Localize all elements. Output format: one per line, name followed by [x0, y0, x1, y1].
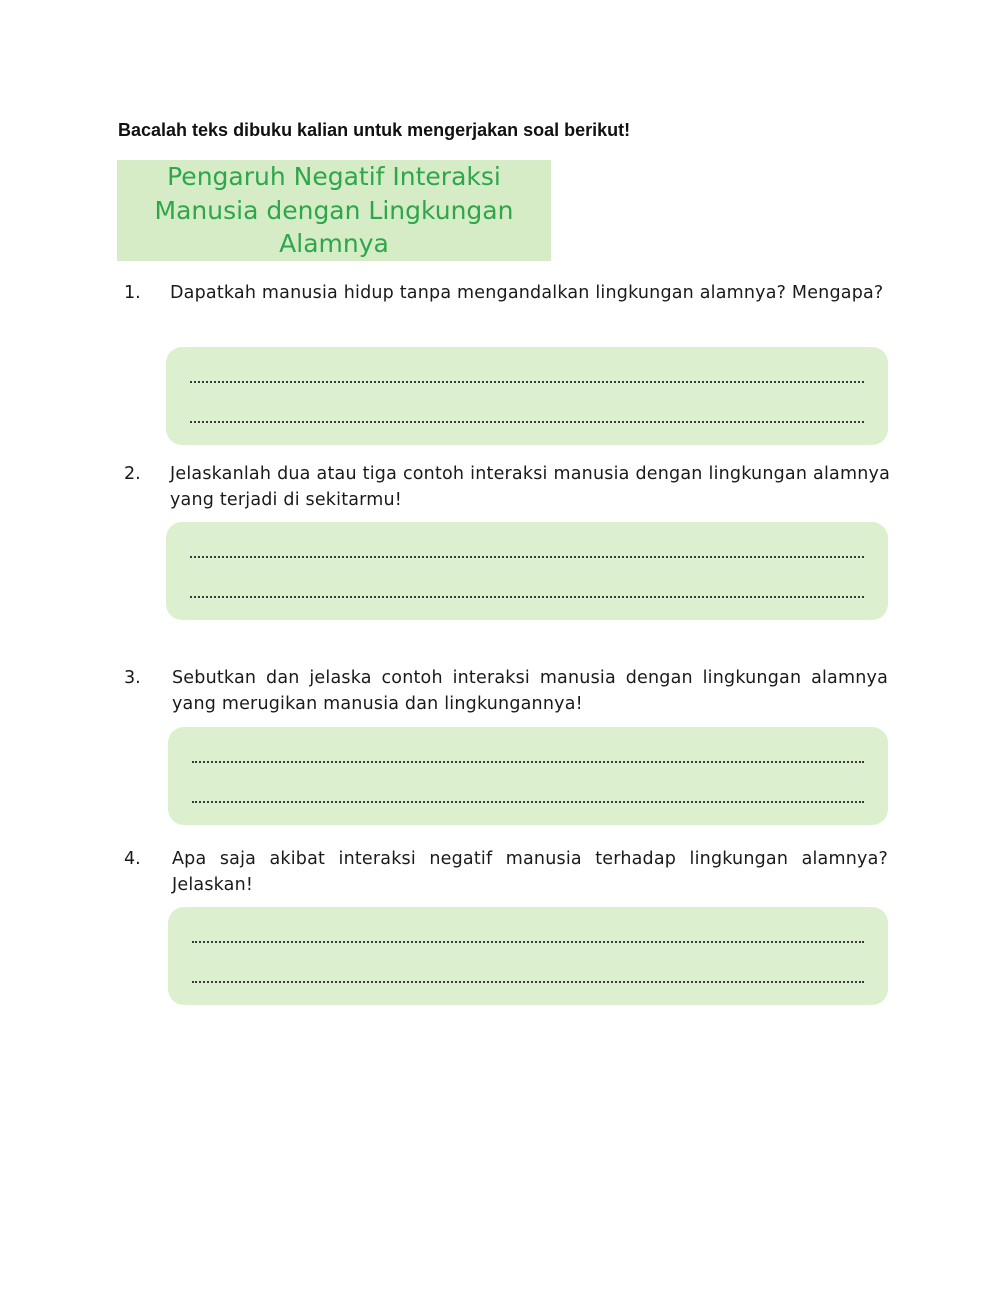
answer-line[interactable]	[192, 761, 864, 763]
title-line-3: Alamnya	[279, 229, 389, 258]
answer-line[interactable]	[192, 981, 864, 983]
answer-line[interactable]	[190, 421, 864, 423]
question-1-number: 1.	[124, 283, 141, 303]
section-title-box	[117, 160, 551, 261]
instruction-text: Bacalah teks dibuku kalian untuk mengerjakan soal berikut!	[118, 120, 631, 140]
answer-box-1[interactable]	[166, 347, 888, 445]
question-3-number: 3.	[124, 668, 141, 688]
answer-line[interactable]	[192, 941, 864, 943]
answer-line[interactable]	[190, 556, 864, 558]
question-4-number: 4.	[124, 849, 141, 869]
answer-line[interactable]	[190, 381, 864, 383]
question-2-text: Jelaskanlah dua atau tiga contoh interaksi manusia dengan lingkungan alamnya yang terjadi di sekitarmu!	[170, 464, 890, 510]
title-line-1: Pengaruh Negatif Interaksi	[167, 162, 501, 191]
answer-box-2[interactable]	[166, 522, 888, 620]
answer-line[interactable]	[192, 801, 864, 803]
title-line-2: Manusia dengan Lingkungan	[154, 195, 514, 225]
answer-box-4[interactable]	[168, 907, 888, 1005]
question-2-number: 2.	[124, 464, 141, 484]
answer-line[interactable]	[190, 596, 864, 598]
question-1-text: Dapatkah manusia hidup tanpa mengandalkan lingkungan alamnya? Mengapa?	[170, 283, 884, 303]
question-4-text: Apa saja akibat interaksi negatif manusia terhadap lingkungan alamnya? Jelaskan!	[172, 849, 888, 895]
answer-box-3[interactable]	[168, 727, 888, 825]
question-3-text: Sebutkan dan jelaska contoh interaksi manusia dengan lingkungan alamnya yang merugikan manusia dan lingkungannya!	[172, 668, 888, 714]
